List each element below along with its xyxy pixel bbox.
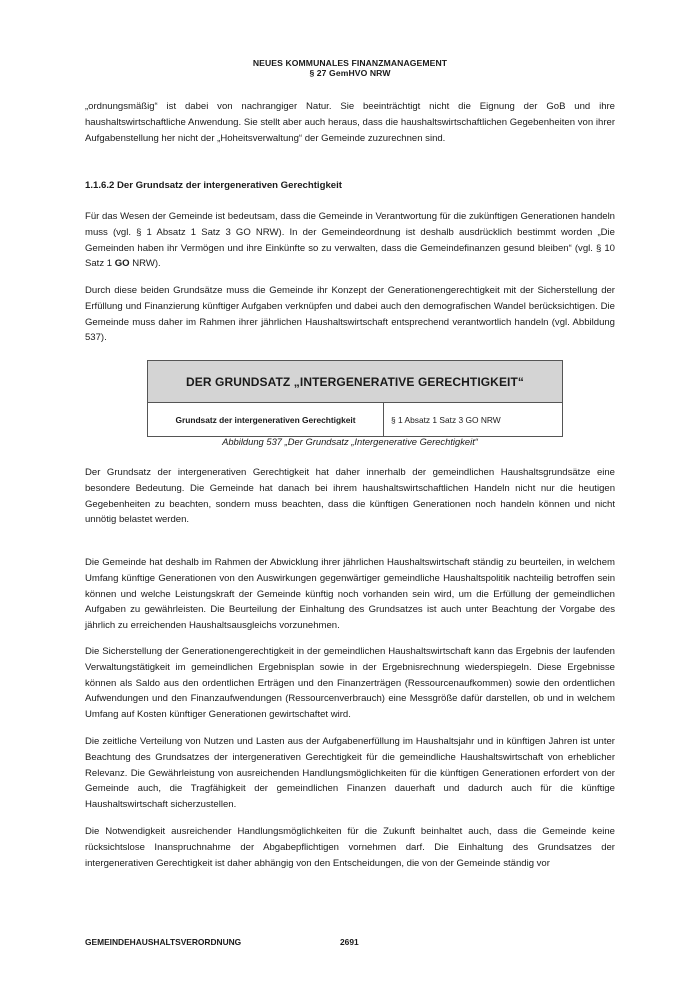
paragraph-5: Die Sicherstellung der Generationengerechtigkeit in der gemeindlichen Haushaltswirtschaft kann das Ergebnis der laufenden Verwaltungstätigkeit im gemeindlichen Ergebnisplan sowie in der Ergebnisrechnung wiederspiegeln. Diese Ergebnisse können als Saldo aus den ordentlichen Erträgen und den Finanzerträgen (Ressourcenaufkommen) sowie den ordentlichen Aufwendungen und den Finanzaufwendungen (Ressourcenverbrauch) eine Messgröße dafür darstellen, ob und in welchem Umfang auf Kosten künftiger Generationen gewirtschaftet wird.: [85, 646, 615, 721]
intro-paragraph: „ordnungsmäßig“ ist dabei von nachrangiger Natur. Sie beeinträchtigt nicht die Eignung der GoB und ihre haushaltswirtschaftliche Anwendung. Sie stellt aber auch heraus, dass die haushaltswirtschaftlichen Gegebenheiten von ihrer Aufgabenstellung her nicht der „Hoheitsverwaltung“ der Gemeinde zuzurechnen sind.: [85, 101, 615, 144]
table-cell-label: Grundsatz der intergenerativen Gerechtigkeit: [148, 403, 384, 437]
section-heading: 1.1.6.2 Der Grundsatz der intergenerativen Gerechtigkeit: [85, 180, 342, 191]
page-number: 2691: [340, 937, 359, 947]
running-header: [0, 58, 700, 78]
table-row: [148, 403, 563, 437]
paragraph-1-end: NRW).: [129, 258, 161, 270]
figure-caption: Abbildung 537 „Der Grundsatz „Intergenerative Gerechtigkeit“: [222, 436, 478, 447]
table-cell-value: § 1 Absatz 1 Satz 3 GO NRW: [384, 403, 563, 437]
paragraph-7: Die Notwendigkeit ausreichender Handlungsmöglichkeiten für die Zukunft beinhaltet auch, dass die Gemeinde keine rücksichtslose Inanspruchnahme der Abgabepflichtigen vornehmen darf. Die Einhaltung des Grundsatzes der intergenerativen Gerechtigkeit ist daher abhängig von den Entscheidungen, die von der Gemeinde ständig vor: [85, 826, 615, 869]
header-subtitle: § 27 GemHVO NRW: [309, 68, 391, 78]
footer-title: GEMEINDEHAUSHALTSVERORDNUNG: [85, 937, 242, 947]
paragraph-6: Die zeitliche Verteilung von Nutzen und Lasten aus der Aufgabenerfüllung im Haushaltsjahr und in künftigen Jahren ist unter Beachtung des Grundsatzes der intergenerativen Gerechtigkeit für die gemeindliche Haushaltswirtschaft von erheblicher Relevanz. Die Gewährleistung von ausreichenden Handlungsmöglichkeiten für die künftigen Generationen erfordert von der Gemeinde auch, die Tragfähigkeit der gemeindlichen Finanzen dauerhaft und dadurch auch für die künftige Haushaltswirtschaft sicherzustellen.: [85, 736, 615, 811]
header-title: NEUES KOMMUNALES FINANZMANAGEMENT: [252, 58, 448, 68]
paragraph-4: Die Gemeinde hat deshalb im Rahmen der Abwicklung ihrer jährlichen Haushaltswirtschaft ständig zu beurteilen, in welchem Umfang künftige Generationen von den Auswirkungen gegenwärtiger gemeindliche Haushaltspolitik nachteilig betroffen sein können und welche Leistungskraft der Gemeinde künftig noch vorhanden sein wird, um die Erfüllung der gemeindlichen Aufgaben zu gewährleisten. Die Beurteilung der Einhaltung des Grundsatzes ist auch unter Beachtung der Vorgabe des jährlich zu erreichenden Haushaltsausgleichs vorzunehmen.: [85, 557, 615, 632]
paragraph-1: [85, 209, 615, 272]
paragraph-3: Der Grundsatz der intergenerativen Gerechtigkeit hat daher innerhalb der gemeindlichen Haushaltsgrundsätze eine besondere Bedeutung. Die Gemeinde hat danach bei ihrem haushaltswirtschaftlichen Handeln nicht nur die heutigen Gegebenheiten zu beachten, sondern muss beachten, dass die künftigen Generationen noch handeln können und nicht unnötig belastet werden.: [85, 467, 615, 526]
paragraph-2: Durch diese beiden Grundsätze muss die Gemeinde ihr Konzept der Generationengerechtigkeit mit der Sicherstellung der Erfüllung und Finanzierung künftiger Aufgaben verknüpfen und dabei auch den demografischen Wandel berücksichtigen. Die Gemeinde muss daher im Rahmen ihrer jährlichen Haushaltswirtschaft entsprechend verantwortlich handeln (vgl. Abbildung 537).: [85, 285, 615, 344]
principle-table: [147, 360, 563, 437]
paragraph-1-bold: GO: [114, 258, 130, 270]
paragraph-1-text: Für das Wesen der Gemeinde ist bedeutsam, dass die Gemeinde in Verantwortung für die zukünftigen Generationen handeln muss (vgl. § 1 Absatz 1 Satz 3 GO NRW). In der Gemeindeordnung ist deshalb ausdrücklich bestimmt worden „Die Gemeinden haben ihr Vermögen und ihre Einkünfte so zu verwalten, dass die Gemeindefinanzen gesund bleiben“ (vgl. § 10 Satz 1: [85, 211, 615, 270]
table-title: DER GRUNDSATZ „INTERGENERATIVE GERECHTIGKEIT“: [148, 361, 563, 403]
